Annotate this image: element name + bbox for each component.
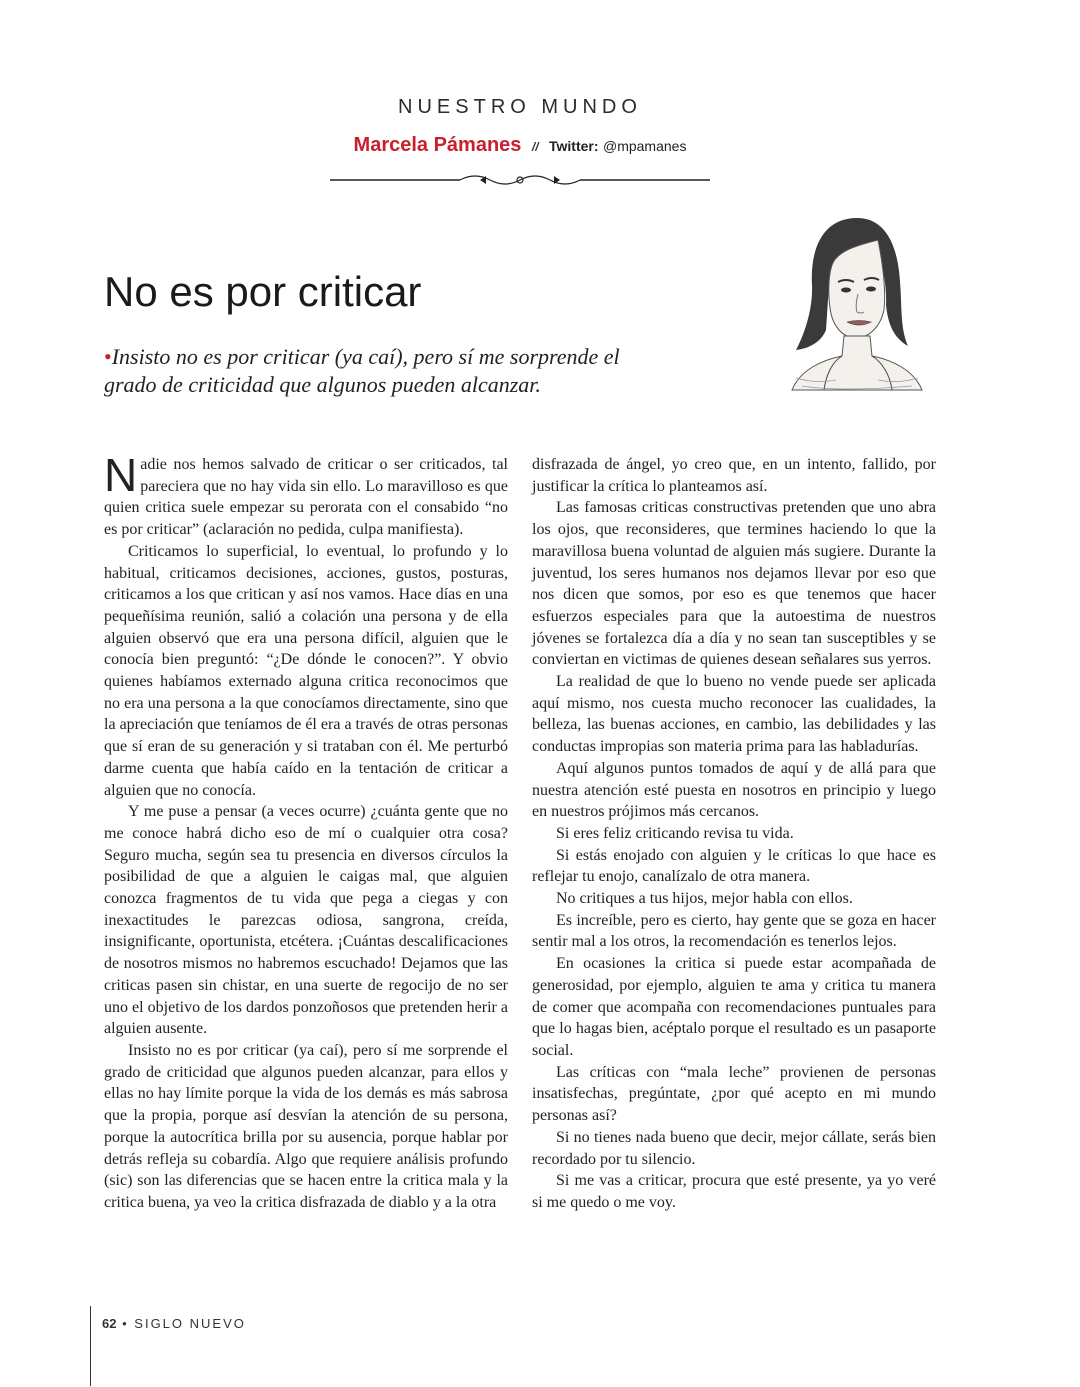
- body-paragraph: Si eres feliz criticando revisa tu vida.: [556, 824, 794, 842]
- magazine-name: SIGLO NUEVO: [134, 1316, 246, 1331]
- twitter-handle[interactable]: @mpamanes: [602, 138, 687, 154]
- page-number: 62: [102, 1316, 117, 1331]
- body-paragraph: disfrazada de ángel, yo creo que, en un intento, fallido, por justificar la crítica lo planteamos así.: [532, 456, 936, 495]
- deck-bullet: •: [104, 344, 112, 369]
- article-column-left: [104, 449, 508, 1214]
- byline-separator: //: [531, 140, 539, 154]
- body-paragraph: Las famosas criticas constructivas pretenden que uno abra los ojos, que reconsideres, que termines haciendo lo que la maravillosa buena voluntad de alguien más sugiere. Durante la juventud, los seres humanos nos dejamos llevar por eso que nos dicen que somos, por eso es que tenemos que hacer esfuerzos especiales para que la autoestima de nuestros jóvenes se fortalezca día a día y no sean tan susceptibles y se conviertan en victimas de quienes desean señalares sus yerros.: [532, 499, 936, 669]
- ornamental-divider: [330, 170, 710, 190]
- body-paragraph: Si no tienes nada bueno que decir, mejor cállate, serás bien recordado por tu silencio.: [532, 1128, 936, 1168]
- body-paragraph: En ocasiones la critica si puede estar acompañada de generosidad, por ejemplo, alguien te ama y critica tu manera de comer que acompaña con recomendaciones puntuales para que lo hagas bien, acéptalo porque el resultado es un pasaporte social.: [532, 955, 936, 1059]
- section-title: NUESTRO MUNDO: [398, 96, 642, 118]
- twitter-label: Twitter:: [549, 138, 599, 154]
- body-paragraph: Aquí algunos puntos tomados de aquí y de allá para que nuestra atención esté puesta en nosotros en principio y luego en nuestros prójimos más cercanos.: [532, 759, 936, 821]
- paragraph-text: adie nos hemos salvado de criticar o ser criticados, tal pareciera que no hay vida sin ello. Lo maravilloso es que quien critica suele empezar su perorata con el consabido “no es por criticar” (aclaración no pedida, culpa manifiesta).: [104, 456, 508, 539]
- body-paragraph: La realidad de que lo bueno no vende puede ser aplicada aquí mismo, nos cuesta mucho reconocer las cualidades, la belleza, las buenas acciones, en cambio, las debilidades y las conductas impropias son materia prima para las habladurías.: [532, 673, 936, 756]
- body-paragraph: Si estás enojado con alguien y le críticas lo que hace es reflejar tu enojo, canalízalo de otra manera.: [532, 846, 936, 886]
- page-footer: [102, 1316, 246, 1331]
- body-paragraph: Las críticas con “mala leche” provienen de personas insatisfechas, pregúntate, ¿por qué acepto en mi mundo personas así?: [532, 1063, 936, 1125]
- body-paragraph: Es increíble, pero es cierto, hay gente que se goza en hacer sentir mal a los otros, la recomendación es tenerlos lejos.: [532, 911, 936, 951]
- author-portrait: [782, 210, 932, 400]
- article-deck: [104, 343, 664, 399]
- body-paragraph: Si me vas a criticar, procura que esté presente, ya yo veré si me quedo o me voy.: [532, 1172, 936, 1211]
- author-name: Marcela Pámanes: [353, 134, 522, 156]
- drop-cap: N: [104, 449, 138, 501]
- body-paragraph: Criticamos lo superficial, lo eventual, lo profundo y lo habitual, criticamos decisiones, acciones, gustos, posturas, criticamos a los que critican y así nos vamos. Hace días en una pequeñísima reunión, salió a colación una persona y de ella alguien observó que era una persona difícil, alguien que le conocía bien preguntó: “¿De dónde le conocen?”. Y obvio quienes habíamos externado alguna critica reconocimos que no era una persona a la que conocíamos directamente, sino que la apreciación que teníamos de él era a través de otras personas que sí eran de su generación y si trataban con él. Me perturbó darme cuenta que había caído en la tentación de criticar a alguien que no conocía.: [104, 542, 508, 799]
- footer-rule: [90, 1306, 91, 1386]
- body-paragraph: Insisto no es por criticar (ya caí), pero sí me sorprende el grado de criticidad que algunos pueden alcanzar, para ellos y ellas no hay límite porque la vida de los demás es más sabrosa que la propia, porque así desvían la atención de su persona, porque la autocrítica brilla por su ausencia, porque hablar por detrás refleja su cobardía. Algo que requiere análisis profundo (sic) son las diferencias que se hacen entre la critica mala y la critica buena, ya veo la critica disfrazada de diablo y a la otra: [104, 1041, 508, 1211]
- article-headline: No es por criticar: [104, 268, 422, 315]
- byline: [0, 134, 1040, 157]
- body-paragraph: Y me puse a pensar (a veces ocurre) ¿cuánta gente que no me conoce habrá dicho eso de mí o cualquier otra cosa? Seguro mucha, según sea tu presencia en diversos círculos la posibilidad de que a alguien le caigas mal, que alguien conozca fragmentos de tu vida que pega a ciegas y con inexactitudes le parezcas odiosa, sangrona, creída, insignificante, oportunista, etcétera. ¡Cuántas descalificaciones de nosotros mismos no habremos escuchado! Dejamos que las criticas pasen sin chistar, en una suerte de regocijo de no ser uno el objetivo de los dardos ponzoñosos que pretenden herir a alguien ausente.: [104, 803, 508, 1038]
- deck-text: Insisto no es por criticar (ya caí), pero sí me sorprende el grado de criticidad que algunos pueden alcanzar.: [104, 344, 620, 397]
- article-column-right: [532, 454, 936, 1214]
- body-paragraph: [104, 449, 508, 541]
- footer-dot: •: [122, 1316, 129, 1331]
- body-paragraph: No critiques a tus hijos, mejor habla con ellos.: [556, 890, 853, 908]
